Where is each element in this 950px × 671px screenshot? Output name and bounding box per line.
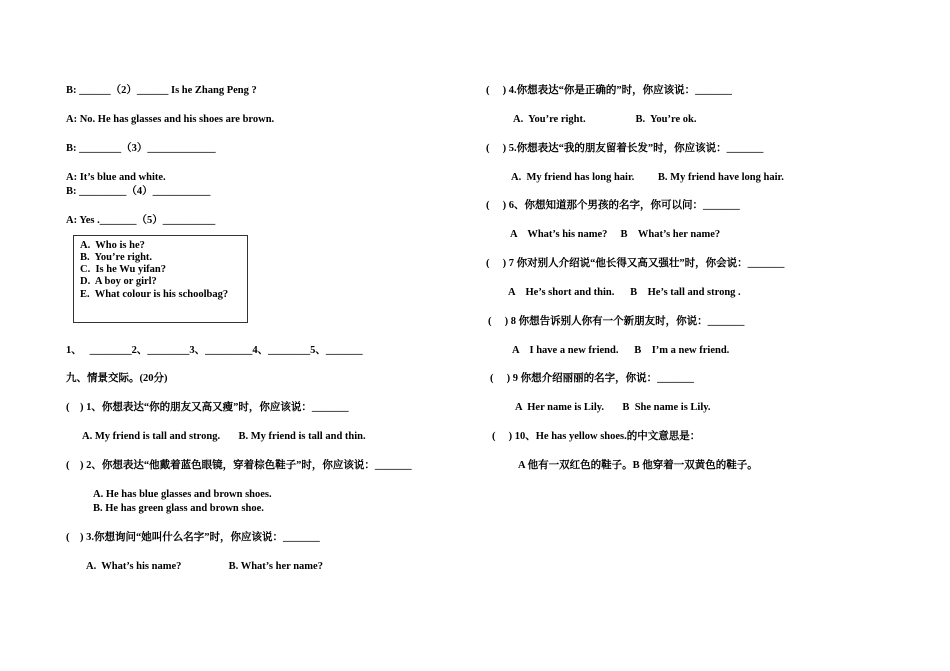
- question-2-option-a: A. He has blue glasses and brown shoes.: [93, 489, 272, 500]
- question-6: ( ) 6、你想知道那个男孩的名字，你可以问：_______: [486, 200, 740, 211]
- question-10: ( ) 10、He has yellow shoes.的中文意思是：: [492, 431, 701, 442]
- question-8-options: A I have a new friend. B I’m a new friend.: [512, 345, 730, 356]
- dialog-line-b2: B: ______（2）______ Is he Zhang Peng ?: [66, 85, 257, 96]
- answer-line: 1、 ________2、________3、_________4、________5、_______: [66, 345, 363, 356]
- question-7: ( ) 7 你对别人介绍说“他长得又高又强壮”时，你会说：_______: [486, 258, 785, 269]
- dialog-line-a5: A: Yes ._______（5）__________: [66, 215, 216, 226]
- question-6-options: A What’s his name? B What’s her name?: [510, 229, 721, 240]
- question-3-options: A. What’s his name? B. What’s her name?: [86, 561, 323, 572]
- question-2-option-b: B. He has green glass and brown shoe.: [93, 503, 264, 514]
- dialog-line-a2: A: It’s blue and white.: [66, 172, 166, 183]
- question-1-options: A. My friend is tall and strong. B. My friend is tall and thin.: [82, 431, 366, 442]
- question-1: ( ) 1、你想表达“你的朋友又高又瘦”时，你应该说：_______: [66, 402, 349, 413]
- question-7-options: A He’s short and thin. B He’s tall and strong .: [508, 287, 741, 298]
- question-5: ( ) 5.你想表达“我的朋友留着长发”时，你应该说：_______: [486, 143, 764, 154]
- question-9-options: A Her name is Lily. B She name is Lily.: [515, 402, 711, 413]
- dialog-line-a1: A: No. He has glasses and his shoes are brown.: [66, 114, 275, 125]
- question-2: ( ) 2、你想表达“他戴着蓝色眼镜，穿着棕色鞋子”时，你应该说：_______: [66, 460, 412, 471]
- question-10-options: A 他有一双红色的鞋子。B 他穿着一双黄色的鞋子。: [518, 460, 758, 471]
- option-b: B. You’re right.: [80, 252, 153, 263]
- question-9: ( ) 9 你想介绍丽丽的名字，你说：_______: [490, 373, 694, 384]
- dialog-line-b3: B: ________（3）_____________: [66, 143, 216, 154]
- option-a: A. Who is he?: [80, 240, 145, 251]
- question-5-options: A. My friend has long hair. B. My friend have long hair.: [511, 172, 784, 183]
- option-c: C. Is he Wu yifan?: [80, 264, 166, 275]
- dialog-line-b4: B: _________（4）___________: [66, 186, 211, 197]
- option-d: D. A boy or girl?: [80, 276, 157, 287]
- option-e: E. What colour is his schoolbag?: [80, 289, 229, 300]
- question-4: ( ) 4.你想表达“你是正确的”时，你应该说：_______: [486, 85, 732, 96]
- question-4-options: A. You’re right. B. You’re ok.: [513, 114, 697, 125]
- question-3: ( ) 3.你想询问“她叫什么名字”时，你应该说：_______: [66, 532, 320, 543]
- section-title: 九、情景交际。(20分): [66, 373, 168, 384]
- question-8: ( ) 8 你想告诉别人你有一个新朋友时，你说：_______: [488, 316, 745, 327]
